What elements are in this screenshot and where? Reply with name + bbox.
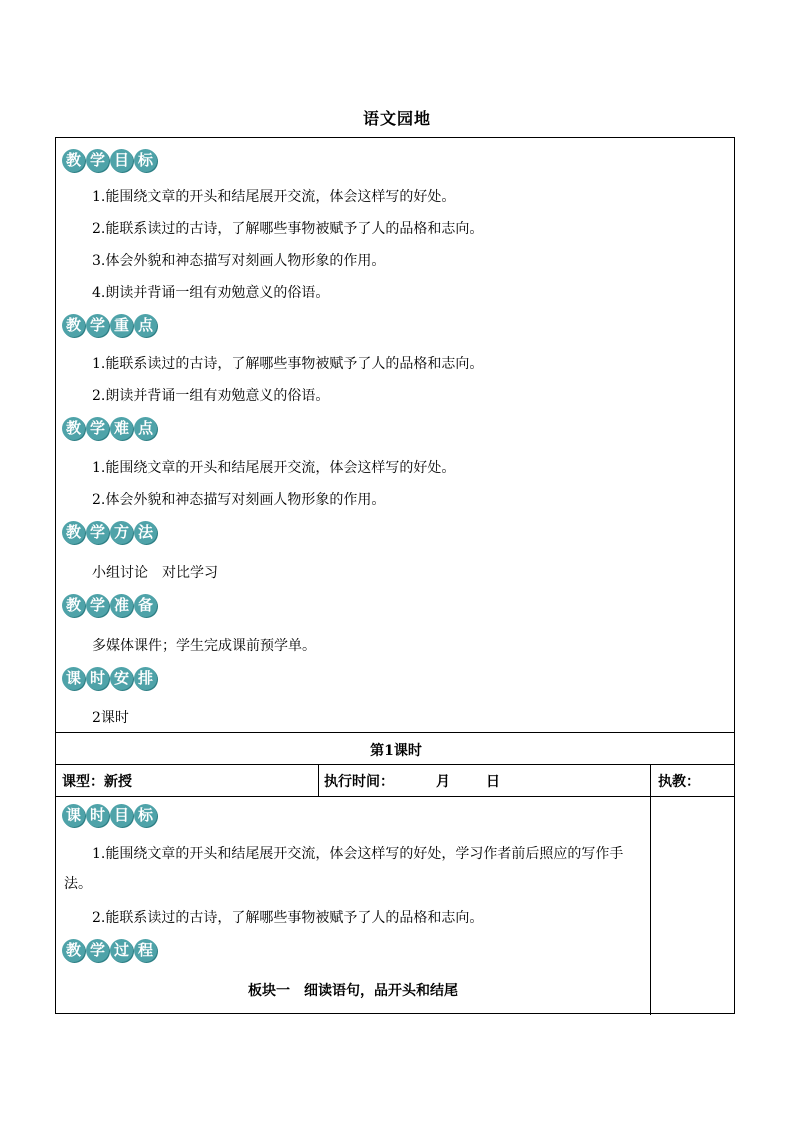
- section-heading-prep: [62, 594, 157, 617]
- heading-char: 学: [86, 521, 109, 544]
- time-label: 执行时间：: [324, 774, 394, 790]
- heading-char: 教: [62, 417, 85, 440]
- key-item: 1.能联系读过的古诗，了解哪些事物被赋予了人的品格和志向。: [92, 356, 484, 372]
- heading-char: 标: [134, 149, 157, 172]
- section-heading-method: [62, 521, 157, 544]
- section-heading-goals: [62, 149, 157, 172]
- heading-char: 目: [110, 804, 133, 827]
- heading-char: 法: [134, 521, 157, 544]
- heading-char: 教: [62, 939, 85, 962]
- lesson-label: 第1课时: [370, 743, 422, 759]
- heading-char: 备: [134, 594, 157, 617]
- divider: [56, 796, 734, 797]
- goal-item: 3.体会外貌和神态描写对刻画人物形象的作用。: [92, 253, 386, 269]
- lesson-goal-item: 1.能围绕文章的开头和结尾展开交流，体会这样写的好处，学习作者前后照应的写作手法。: [64, 846, 624, 892]
- section-heading-difficulty: [62, 417, 157, 440]
- lesson-goal-item: 2.能联系读过的古诗，了解哪些事物被赋予了人的品格和志向。: [92, 910, 484, 926]
- prep-text: 多媒体课件；学生完成课前预学单。: [92, 638, 316, 654]
- heading-char: 点: [134, 417, 157, 440]
- method-text: 小组讨论 对比学习: [92, 565, 218, 581]
- divider: [318, 764, 319, 797]
- divider: [56, 732, 734, 733]
- heading-char: 课: [62, 667, 85, 690]
- day-label: 日: [486, 774, 500, 790]
- heading-char: 教: [62, 149, 85, 172]
- heading-char: 时: [86, 804, 109, 827]
- heading-char: 教: [62, 594, 85, 617]
- heading-char: 时: [86, 667, 109, 690]
- heading-char: 教: [62, 314, 85, 337]
- heading-char: 学: [86, 314, 109, 337]
- heading-char: 难: [110, 417, 133, 440]
- heading-char: 标: [134, 804, 157, 827]
- month-label: 月: [436, 774, 450, 790]
- schedule-text: 2课时: [92, 710, 129, 726]
- section-heading-key: [62, 314, 157, 337]
- page-title: 语文园地: [362, 109, 431, 128]
- teacher-label: 执教：: [658, 774, 700, 790]
- heading-char: 学: [86, 939, 109, 962]
- heading-char: 课: [62, 804, 85, 827]
- difficulty-item: 1.能围绕文章的开头和结尾展开交流，体会这样写的好处。: [92, 460, 456, 476]
- heading-char: 准: [110, 594, 133, 617]
- section-heading-process: [62, 939, 157, 962]
- key-item: 2.朗读并背诵一组有劝勉意义的俗语。: [92, 388, 330, 404]
- block-title: 板块一 细读语句，品开头和结尾: [248, 983, 458, 999]
- heading-char: 学: [86, 417, 109, 440]
- heading-char: 排: [134, 667, 157, 690]
- section-heading-schedule: [62, 667, 157, 690]
- heading-char: 目: [110, 149, 133, 172]
- heading-char: 重: [110, 314, 133, 337]
- heading-char: 教: [62, 521, 85, 544]
- divider: [56, 764, 734, 765]
- heading-char: 程: [134, 939, 157, 962]
- difficulty-item: 2.体会外貌和神态描写对刻画人物形象的作用。: [92, 492, 386, 508]
- heading-char: 学: [86, 149, 109, 172]
- goal-item: 1.能围绕文章的开头和结尾展开交流，体会这样写的好处。: [92, 189, 456, 205]
- heading-char: 方: [110, 521, 133, 544]
- heading-char: 点: [134, 314, 157, 337]
- section-heading-lesson-goals: [62, 804, 157, 827]
- divider: [650, 764, 651, 1015]
- heading-char: 过: [110, 939, 133, 962]
- lesson-type: 课型：新授: [62, 774, 132, 790]
- heading-char: 学: [86, 594, 109, 617]
- heading-char: 安: [110, 667, 133, 690]
- goal-item: 4.朗读并背诵一组有劝勉意义的俗语。: [92, 285, 330, 301]
- goal-item: 2.能联系读过的古诗，了解哪些事物被赋予了人的品格和志向。: [92, 221, 484, 237]
- lesson-plan-table: [55, 137, 735, 1014]
